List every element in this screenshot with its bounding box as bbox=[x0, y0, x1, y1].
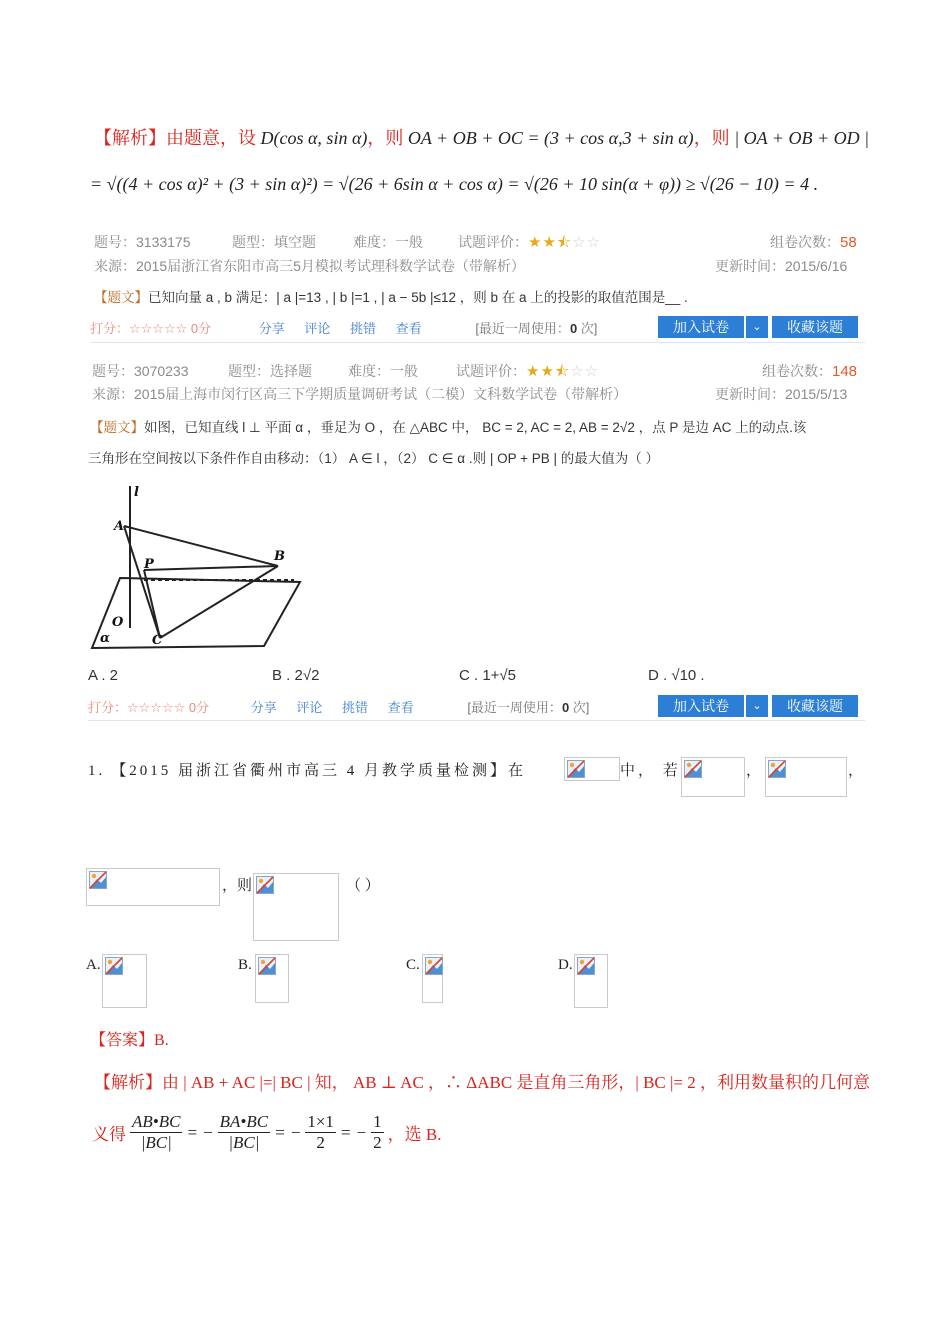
q1-difficulty: 难度：一般 bbox=[353, 234, 423, 250]
label-c: C bbox=[152, 633, 163, 648]
label-a: A bbox=[114, 519, 125, 534]
label-l: l bbox=[134, 485, 139, 500]
problem1-source: 【2015 届浙江省衢州市高三 4 月教学质量检测】 bbox=[111, 763, 509, 779]
fraction-2: $\frac{BA•BC}{|BC|}$ bbox=[219, 1112, 269, 1152]
q1-stem bbox=[94, 286, 688, 306]
problem1-choice-b-label[interactable]: B. bbox=[238, 957, 252, 973]
problem1-analysis-line-1 bbox=[94, 1068, 870, 1093]
q2-add-to-paper-button[interactable]: 加入试卷 bbox=[658, 695, 744, 717]
analysis-text-1: 由 | AB + AC |=| BC | 知， AB ⊥ AC ，∴ ΔABC 是直角三角形，| BC |= 2 ，利用数量积的几何意 bbox=[162, 1073, 870, 1092]
q1-count-value: 58 bbox=[840, 234, 857, 251]
q2-stem-line-2: 三角形在空间按以下条件作自由移动：（1） A ∈ l ，（2） C ∈ α .则 | OP + PB | 的最大值为（ ） bbox=[88, 451, 660, 466]
q1-action-row bbox=[90, 318, 597, 337]
q1-dropdown-button[interactable] bbox=[746, 316, 768, 338]
fraction-3: $\frac{1\times 1}{2}$ bbox=[307, 1112, 334, 1152]
label-b: B bbox=[274, 549, 285, 564]
problem1-choice-a-label[interactable]: A. bbox=[86, 957, 101, 973]
answer-value: B. bbox=[154, 1032, 169, 1049]
q1-report-link[interactable]: 挑错 bbox=[350, 321, 377, 336]
q2-share-link[interactable]: 分享 bbox=[250, 700, 277, 715]
analysis-tag: 【解析】 bbox=[94, 128, 166, 148]
q2-option-d[interactable]: D . √10 . bbox=[648, 667, 705, 684]
q1-view-link[interactable]: 查看 bbox=[395, 321, 422, 336]
q2-view-link[interactable]: 查看 bbox=[387, 700, 414, 715]
q2-rating-stars: ★★⯪☆☆ bbox=[526, 363, 600, 380]
problem1-choice-d-label[interactable]: D. bbox=[558, 957, 573, 973]
problem1-analysis-line-2: 义得 $\frac{AB•BC}{|BC|}$ = − $\frac{BA•BC}{|BC|}$ = − $\frac{1\times 1}{2}$ = − $\frac{1}{2}$ ，选 B. bbox=[92, 1112, 442, 1152]
label-p: P bbox=[144, 557, 154, 572]
q1-count-label: 组卷次数： bbox=[770, 234, 840, 250]
problem1-answer bbox=[90, 1027, 169, 1050]
q1-usage: [最近一周使用：0 次] bbox=[475, 321, 598, 336]
broken-image-glyph bbox=[684, 760, 702, 778]
label-o: O bbox=[112, 615, 124, 630]
chevron-down-icon: ⌄ bbox=[752, 321, 762, 333]
q1-share-link[interactable]: 分享 bbox=[258, 321, 285, 336]
q1-add-to-paper-button[interactable]: 加入试卷 bbox=[658, 316, 744, 338]
analysis-line-1 bbox=[94, 124, 869, 150]
label-alpha: α bbox=[100, 631, 111, 646]
q2-updated: 更新时间：2015/5/13 bbox=[715, 386, 848, 402]
q1-source: 来源：2015届浙江省东阳市高三5月模拟考试理科数学试卷（带解析） bbox=[94, 258, 525, 274]
analysis-eq-d: D(cos α, sin α) bbox=[260, 128, 368, 148]
plane-alpha bbox=[92, 578, 300, 648]
q2-count-label: 组卷次数： bbox=[762, 363, 832, 379]
problem1-header bbox=[88, 759, 526, 780]
q2-divider bbox=[88, 720, 865, 721]
q1-count bbox=[770, 232, 857, 252]
q2-action-row bbox=[88, 697, 589, 716]
analysis-conclusion: ，选 B. bbox=[387, 1125, 442, 1144]
q1-favorite-button[interactable]: 收藏该题 bbox=[772, 316, 858, 338]
q1-rating bbox=[458, 232, 601, 257]
q2-dropdown-button[interactable] bbox=[746, 695, 768, 717]
q1-rating-label: 试题评价： bbox=[458, 234, 528, 250]
q2-rating bbox=[456, 361, 599, 386]
q2-stem-line-1 bbox=[90, 416, 806, 436]
q1-rating-stars: ★★⯪☆☆ bbox=[528, 234, 602, 251]
q2-comment-link[interactable]: 评论 bbox=[296, 700, 323, 715]
q2-count bbox=[762, 361, 857, 381]
q2-usage: [最近一周使用：0 次] bbox=[467, 700, 590, 715]
analysis-line-2: = √((4 + cos α)² + (3 + sin α)²) = √(26 + 6sin α + cos α) = √(26 + 10 sin(α + φ)) ≥ √(26 − 10) = 4 . bbox=[90, 174, 819, 194]
problem1-number: 1. bbox=[88, 763, 106, 779]
analysis-then-2: ，则 bbox=[693, 128, 730, 148]
segment-pb bbox=[144, 566, 278, 570]
broken-image-glyph bbox=[258, 957, 276, 975]
q1-divider bbox=[90, 342, 865, 343]
problem1-paren: （ ） bbox=[346, 878, 380, 894]
q2-type: 题型：选择题 bbox=[228, 363, 312, 379]
analysis-tag: 【解析】 bbox=[94, 1073, 162, 1092]
q2-count-value: 148 bbox=[832, 363, 858, 380]
q1-comment-link[interactable]: 评论 bbox=[304, 321, 331, 336]
fraction-4: $\frac{1}{2}$ bbox=[373, 1112, 382, 1152]
q1-updated: 更新时间：2015/6/16 bbox=[715, 258, 848, 274]
q2-option-c[interactable]: C . 1+√5 bbox=[459, 667, 517, 684]
q1-stem-text: 已知向量 a , b 满足：| a |=13 , | b |=1 , | a − 5b |≤12 ，则 b 在 a 上的投影的取值范围是__ . bbox=[148, 290, 688, 305]
analysis-eq-sum: OA + OB + OC = (3 + cos α,3 + sin α) bbox=[407, 128, 694, 148]
q2-source: 来源：2015届上海市闵行区高三下学期质量调研考试（二模）文科数学试卷（带解析） bbox=[92, 386, 628, 402]
problem1-choice-c-label[interactable]: C. bbox=[406, 957, 420, 973]
problem1-comma-1: ， bbox=[746, 763, 762, 779]
broken-image-icon bbox=[564, 757, 620, 781]
broken-image-icon bbox=[422, 954, 443, 1003]
broken-image-icon bbox=[574, 954, 608, 1008]
analysis-eq-norm: | OA + OB + OD | bbox=[734, 128, 870, 148]
q2-stem-text-1: 如图，已知直线 l ⊥ 平面 α ，垂足为 O ，在 △ABC 中， BC = 2, AC = 2, AB = 2√2 ，点 P 是边 AC 上的动点.该 bbox=[144, 420, 807, 435]
q2-report-link[interactable]: 挑错 bbox=[342, 700, 369, 715]
broken-image-icon bbox=[255, 954, 289, 1003]
broken-image-glyph bbox=[256, 876, 274, 894]
problem1-text-in: 在 bbox=[508, 763, 527, 779]
problem1-text-mid: 中， 若 bbox=[620, 763, 681, 779]
broken-image-glyph bbox=[425, 957, 443, 975]
problem1-comma-2: ， bbox=[848, 763, 864, 779]
segment-bc bbox=[160, 566, 278, 638]
q2-option-b[interactable]: B . 2√2 bbox=[272, 667, 320, 684]
q2-geometry-figure bbox=[88, 482, 304, 652]
answer-tag: 【答案】 bbox=[90, 1032, 155, 1049]
q1-type: 题型：填空题 bbox=[232, 234, 316, 250]
q1-stem-tag: 【题文】 bbox=[94, 290, 148, 305]
q2-favorite-button[interactable]: 收藏该题 bbox=[772, 695, 858, 717]
q2-id: 题号：3070233 bbox=[92, 363, 189, 379]
q2-stem-tag: 【题文】 bbox=[90, 420, 144, 435]
broken-image-icon bbox=[253, 873, 339, 941]
analysis-text-2: 义得 bbox=[92, 1125, 126, 1144]
q2-difficulty: 难度：一般 bbox=[348, 363, 418, 379]
analysis-lead: 由题意，设 bbox=[166, 128, 256, 148]
q2-rating-label: 试题评价： bbox=[456, 363, 526, 379]
chevron-down-icon: ⌄ bbox=[752, 700, 762, 712]
broken-image-icon bbox=[681, 757, 745, 797]
q2-option-a[interactable]: A . 2 bbox=[88, 667, 119, 684]
broken-image-glyph bbox=[567, 760, 585, 778]
broken-image-icon bbox=[765, 757, 847, 797]
broken-image-glyph bbox=[105, 957, 123, 975]
problem1-comma-then: ，则 bbox=[222, 878, 253, 894]
fraction-1: $\frac{AB•BC}{|BC|}$ bbox=[132, 1112, 181, 1152]
broken-image-icon bbox=[86, 868, 220, 906]
q1-score[interactable]: 打分：☆☆☆☆☆ 0分 bbox=[90, 321, 212, 336]
analysis-then-1: ，则 bbox=[367, 128, 404, 148]
q1-id: 题号：3133175 bbox=[94, 234, 191, 250]
q2-score[interactable]: 打分：☆☆☆☆☆ 0分 bbox=[88, 700, 210, 715]
broken-image-glyph bbox=[89, 871, 107, 889]
broken-image-glyph bbox=[577, 957, 595, 975]
broken-image-icon bbox=[102, 954, 147, 1008]
broken-image-glyph bbox=[768, 760, 786, 778]
